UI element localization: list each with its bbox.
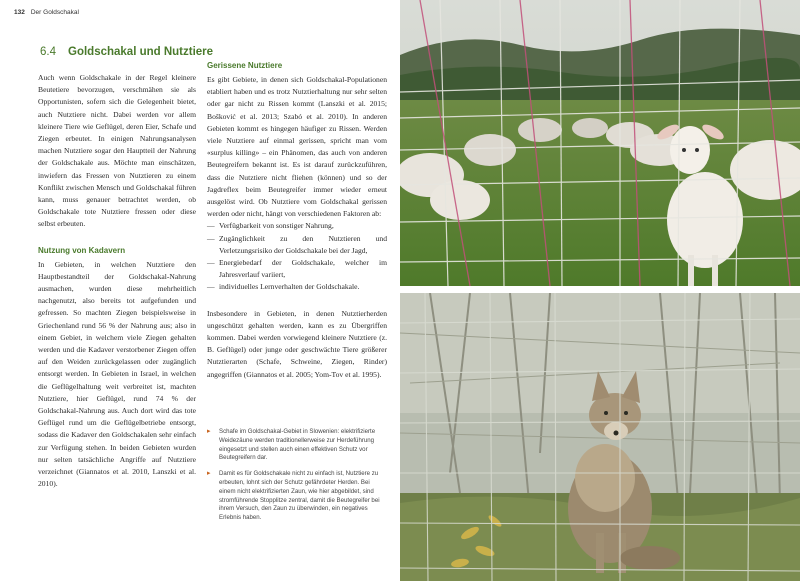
gerissene-paragraph: Es gibt Gebiete, in denen sich Goldschakal-Populationen etabliert haben und es trotz Nutztierhaltung nur sehr selten oder gar nicht zu Rissen kommt (Lanszki et al. 2015; Bošković et al. 2013; Szabó et al. 2010). In anderen Gebieten kommt es hingegen häufiger zu Rissen. Werden viele Nutztiere auf einmal gerissen, spricht man vom «surplus killing» – ein Phänomen, das auch von anderen Beutegreifern bekannt ist. Es ist darauf zurückzuführen, dass die Nutztiere nicht fliehen (können) und so der Jagdreflex beim Beutegreifer immer wieder erneut ausgelöst wird. Ob Nutztiere vom Goldschakal gerissen werden oder nicht, hängt von verschiedenen Faktoren ab: [207, 75, 387, 219]
factor-item: — Verfügbarkeit von sonstiger Nahrung, [207, 220, 387, 232]
subheading-kadaver: Nutzung von Kadavern [38, 245, 126, 255]
photo-captions [207, 428, 385, 530]
page-number: 132 [14, 9, 25, 16]
caption-text: Schafe im Goldschakal-Gebiet in Slowenien: elektrifizierte Weidezäune werden traditionellerweise zur Herdeführung eingesetzt und stellen auch einen effektiven Schutz vor Beutegreifern dar. [219, 428, 376, 462]
caption-jackal [207, 470, 385, 523]
chapter-title: Der Goldschakal [30, 9, 79, 16]
running-head [14, 9, 79, 16]
section-title: Goldschakal und Nutztiere [68, 46, 214, 58]
caption-arrow-icon: ▸ [207, 428, 211, 435]
factor-item: — Zugänglichkeit zu den Nutztieren und Verletzungsrisiko der Goldschakale bei der Jagd, [207, 233, 387, 257]
section-number: 6.4 [40, 46, 56, 58]
intro-paragraph: Auch wenn Goldschakale in der Regel kleinere Beutetiere bevorzugen, verschmähen sie als Opportunisten, sofern sich die Gelegenheit bietet, auch Nutztiere nicht. Dabei werden vor allem kleinere Tiere wie Geflügel, deren Eier, Schafe und Ziegen erbeutet. In einigen Nahrungsanalysen machen Nutztiere sogar den Hauptteil der Nahrung der Goldschakale aus. Möchte man einschätzen, inwiefern das Fressen von Nutztieren zu einem Konflikt zwischen Mensch und Goldschakal führen kann, muss genauer betrachtet werden, ob Goldschakale tote Nutztiere fressen oder diese selbst erbeuten. [38, 73, 196, 229]
caption-text: Damit es für Goldschakale nicht zu einfach ist, Nutztiere zu erbeuten, lohnt sich der Schutz gefährdeter Herden. Bei einem nicht elektrifizierten Zaun, wie hier abgebildet, sind stromführende Stopplitze zentral, damit die Beutegreifer bei ihrem Versuch, den Zaun zu überwinden, ein negatives Erlebnis haben. [219, 470, 380, 522]
caption-arrow-icon: ▸ [207, 470, 211, 478]
subheading-gerissene: Gerissene Nutztiere [207, 61, 283, 70]
factor-list [207, 220, 387, 293]
jackal-photo [400, 293, 800, 581]
caption-sheep [207, 428, 385, 463]
kadaver-paragraph: In Gebieten, in welchen Nutztiere den Hauptbestandteil der Goldschakal-Nahrung ausmachen, wurden diese mehrheitlich nachgenutzt, also bereits tot aufgefunden und gefressen. So machten Ziegen beispielsweise in Griechenland rund 56 % der Nahrung aus; also in einem Gebiet, in welchem viele Ziegen gehalten werden und die Kadaver verstorbener Ziegen offen auf den Weiden zurückgelassen oder zugänglich entsorgt werden. In Gebieten in Israel, in welchen die Geflügelhaltung weit verbreitet ist, machten Nutztiere, hier Geflügel, rund 74 % der Goldschakal-Nahrung aus. Auch dort wird das tote Geflügel rund um die Geflügelbetriebe entsorgt, sodass die Kadaver den Goldschakalen sehr einfach zur Verfügung stehen. In beiden Gebieten wurden nur selten tatsächliche Angriffe auf Nutztiere verzeichnet (Giannatos et al. 2010, Lanszki et al. 2010). [38, 259, 196, 489]
left-column [38, 72, 196, 491]
sheep-photo [400, 0, 800, 286]
factor-item: — individuelles Lernverhalten der Goldschakale. [207, 281, 387, 293]
factor-item: — Energiebedarf der Goldschakale, welcher im Jahresverlauf variiert, [207, 257, 387, 281]
closing-paragraph: Insbesondere in Gebieten, in denen Nutztierherden ungeschützt gehalten werden, kann es zu Übergriffen kommen. Dabei werden vorwiegend kleinere Nutztiere (z. B. Geflügel) oder junge oder geschwächte Tiere größerer Nutztierarten (Schafe, Schweine, Ziegen, Rinder) angegriffen (Giannatos et al. 2005; Yom-Tov et al. 1995). [207, 308, 387, 379]
right-column [207, 60, 387, 381]
